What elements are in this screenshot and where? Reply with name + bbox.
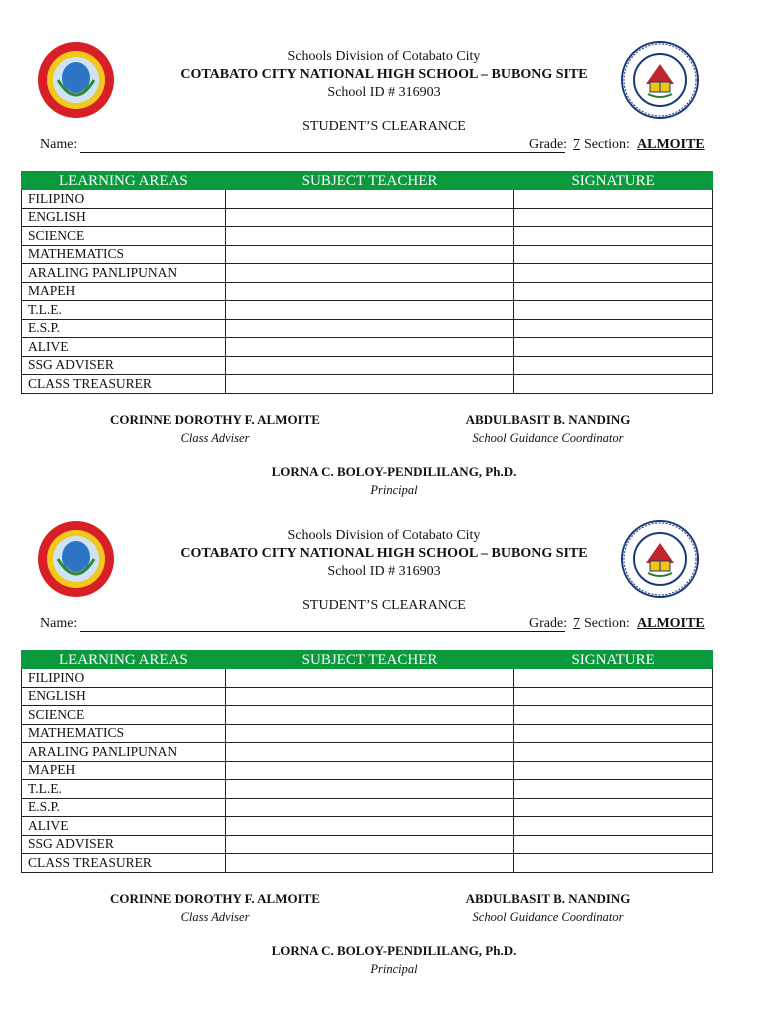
learning-area-cell: ARALING PANLIPUNAN	[22, 743, 226, 762]
teacher-cell[interactable]	[225, 375, 513, 394]
table-row	[22, 227, 713, 246]
teacher-cell[interactable]	[225, 835, 513, 854]
table-row	[22, 743, 713, 762]
table-row	[22, 835, 713, 854]
signature-cell[interactable]	[514, 780, 713, 799]
column-header-learning-areas: LEARNING AREAS	[22, 172, 226, 190]
learning-area-cell: CLASS TREASURER	[22, 375, 226, 394]
name-field[interactable]	[80, 152, 565, 153]
clearance-table	[21, 171, 713, 394]
name-field[interactable]	[80, 631, 565, 632]
teacher-cell[interactable]	[225, 190, 513, 209]
signature-cell[interactable]	[514, 227, 713, 246]
teacher-cell[interactable]	[225, 282, 513, 301]
teacher-cell[interactable]	[225, 724, 513, 743]
table-row	[22, 724, 713, 743]
table-row	[22, 338, 713, 357]
signatory-principal	[212, 942, 576, 978]
learning-area-cell: MAPEH	[22, 282, 226, 301]
teacher-cell[interactable]	[225, 356, 513, 375]
learning-area-cell: MAPEH	[22, 761, 226, 780]
grade-value: 7	[573, 137, 580, 152]
learning-area-cell: MATHEMATICS	[22, 724, 226, 743]
learning-area-cell: T.L.E.	[22, 780, 226, 799]
signatory-name: LORNA C. BOLOY-PENDILILANG, Ph.D.	[271, 464, 517, 479]
signature-cell[interactable]	[514, 375, 713, 394]
teacher-cell[interactable]	[225, 761, 513, 780]
signatory-role: Principal	[370, 483, 418, 497]
section-label: Section:	[584, 616, 630, 631]
signature-cell[interactable]	[514, 319, 713, 338]
table-row	[22, 208, 713, 227]
table-row	[22, 687, 713, 706]
teacher-cell[interactable]	[225, 706, 513, 725]
signature-cell[interactable]	[514, 356, 713, 375]
signatory-role: Principal	[370, 962, 418, 976]
signature-cell[interactable]	[514, 338, 713, 357]
grade-value: 7	[573, 616, 580, 631]
school-id: School ID # 316903	[327, 564, 441, 579]
name-label: Name:	[40, 137, 78, 152]
column-header-signature: SIGNATURE	[514, 651, 713, 669]
signature-cell[interactable]	[514, 687, 713, 706]
table-row	[22, 245, 713, 264]
column-header-learning-areas: LEARNING AREAS	[22, 651, 226, 669]
learning-area-cell: ENGLISH	[22, 208, 226, 227]
signatory-class-adviser	[84, 890, 346, 926]
learning-area-cell: SSG ADVISER	[22, 356, 226, 375]
name-label: Name:	[40, 616, 78, 631]
learning-area-cell: MATHEMATICS	[22, 245, 226, 264]
signature-cell[interactable]	[514, 724, 713, 743]
column-header-subject-teacher: SUBJECT TEACHER	[225, 172, 513, 190]
table-row	[22, 190, 713, 209]
learning-area-cell: SCIENCE	[22, 227, 226, 246]
learning-area-cell: ENGLISH	[22, 687, 226, 706]
teacher-cell[interactable]	[225, 301, 513, 320]
signatory-guidance-coordinator	[424, 411, 672, 447]
learning-area-cell: SSG ADVISER	[22, 835, 226, 854]
teacher-cell[interactable]	[225, 264, 513, 283]
section-value: ALMOITE	[637, 137, 705, 152]
table-row	[22, 706, 713, 725]
section-label: Section:	[584, 137, 630, 152]
table-row	[22, 264, 713, 283]
table-row	[22, 854, 713, 873]
section-value: ALMOITE	[637, 616, 705, 631]
signatory-name: ABDULBASIT B. NANDING	[465, 412, 631, 427]
signatory-role: School Guidance Coordinator	[472, 431, 624, 445]
signatory-role: School Guidance Coordinator	[472, 910, 624, 924]
teacher-cell[interactable]	[225, 780, 513, 799]
learning-area-cell: SCIENCE	[22, 706, 226, 725]
division-name: Schools Division of Cotabato City	[287, 528, 481, 543]
signature-cell[interactable]	[514, 301, 713, 320]
table-header-row	[22, 172, 713, 190]
signature-cell[interactable]	[514, 669, 713, 688]
learning-area-cell: FILIPINO	[22, 669, 226, 688]
division-name: Schools Division of Cotabato City	[287, 49, 481, 64]
learning-area-cell: ALIVE	[22, 338, 226, 357]
signature-cell[interactable]	[514, 817, 713, 836]
student-info-row	[40, 616, 720, 634]
learning-area-cell: FILIPINO	[22, 190, 226, 209]
grade-label: Grade:	[529, 616, 568, 631]
signature-cell[interactable]	[514, 835, 713, 854]
column-header-subject-teacher: SUBJECT TEACHER	[225, 651, 513, 669]
teacher-cell[interactable]	[225, 319, 513, 338]
signature-cell[interactable]	[514, 798, 713, 817]
signatory-role: Class Adviser	[180, 910, 250, 924]
column-header-signature: SIGNATURE	[514, 172, 713, 190]
signatory-class-adviser	[84, 411, 346, 447]
signature-cell[interactable]	[514, 190, 713, 209]
learning-area-cell: ALIVE	[22, 817, 226, 836]
teacher-cell[interactable]	[225, 227, 513, 246]
signatory-name: LORNA C. BOLOY-PENDILILANG, Ph.D.	[271, 943, 517, 958]
signature-cell[interactable]	[514, 245, 713, 264]
teacher-cell[interactable]	[225, 854, 513, 873]
learning-area-cell: T.L.E.	[22, 301, 226, 320]
signatory-name: ABDULBASIT B. NANDING	[465, 891, 631, 906]
teacher-cell[interactable]	[225, 817, 513, 836]
teacher-cell[interactable]	[225, 798, 513, 817]
clearance-form-2	[0, 479, 768, 976]
clearance-table	[21, 650, 713, 873]
table-row	[22, 356, 713, 375]
table-row	[22, 798, 713, 817]
signatory-name: CORINNE DOROTHY F. ALMOITE	[110, 412, 320, 427]
table-row	[22, 282, 713, 301]
form-title: STUDENT’S CLEARANCE	[302, 119, 466, 134]
school-name: COTABATO CITY NATIONAL HIGH SCHOOL – BUBONG SITE	[180, 67, 588, 82]
clearance-form-1	[0, 0, 768, 497]
teacher-cell[interactable]	[225, 208, 513, 227]
signature-cell[interactable]	[514, 854, 713, 873]
table-header-row	[22, 651, 713, 669]
student-info-row	[40, 137, 720, 155]
teacher-cell[interactable]	[225, 743, 513, 762]
teacher-cell[interactable]	[225, 687, 513, 706]
signature-cell[interactable]	[514, 282, 713, 301]
table-row	[22, 780, 713, 799]
table-row	[22, 669, 713, 688]
learning-area-cell: ARALING PANLIPUNAN	[22, 264, 226, 283]
learning-area-cell: E.S.P.	[22, 798, 226, 817]
signatory-name: CORINNE DOROTHY F. ALMOITE	[110, 891, 320, 906]
signatory-role: Class Adviser	[180, 431, 250, 445]
school-id: School ID # 316903	[327, 85, 441, 100]
table-row	[22, 301, 713, 320]
form-title: STUDENT’S CLEARANCE	[302, 598, 466, 613]
school-name: COTABATO CITY NATIONAL HIGH SCHOOL – BUBONG SITE	[180, 546, 588, 561]
grade-label: Grade:	[529, 137, 568, 152]
learning-area-cell: CLASS TREASURER	[22, 854, 226, 873]
teacher-cell[interactable]	[225, 245, 513, 264]
table-row	[22, 319, 713, 338]
table-row	[22, 761, 713, 780]
table-row	[22, 375, 713, 394]
signatory-guidance-coordinator	[424, 890, 672, 926]
signature-cell[interactable]	[514, 264, 713, 283]
teacher-cell[interactable]	[225, 338, 513, 357]
signature-cell[interactable]	[514, 706, 713, 725]
teacher-cell[interactable]	[225, 669, 513, 688]
signature-cell[interactable]	[514, 761, 713, 780]
learning-area-cell: E.S.P.	[22, 319, 226, 338]
signature-cell[interactable]	[514, 743, 713, 762]
table-row	[22, 817, 713, 836]
signature-cell[interactable]	[514, 208, 713, 227]
